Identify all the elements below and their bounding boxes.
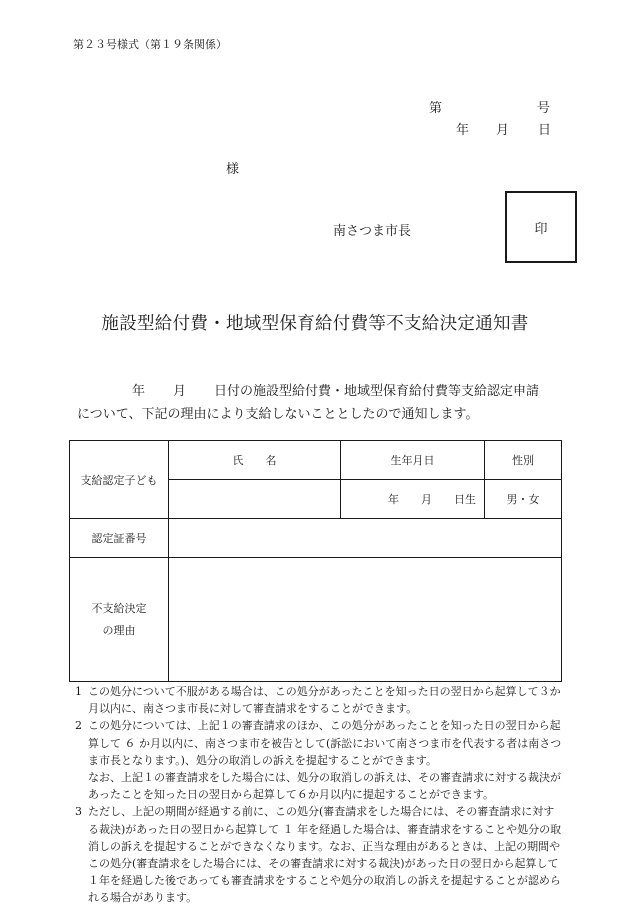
addressee-suffix: 様 [226,162,240,177]
note-text: ただし、上記の期間が経過する前に、この処分(審査請求をした場合には、その審査請求に対する裁決)があった日の翌日から起算して １ 年を経過した場合は、審査請求をすることや処分の取消しの訴えを提起することができなくなります。なお、正当な理由があるときは、上記の期間やこの処分(審査請求をした場合には、その審査請求に対する裁決)があった日の翌日から起算して１年を経過した後であっても審査請求をすることや処分の取消しの訴えを提起することが認められる場合があります。 [88,805,562,905]
sex-header: 性別 [512,454,534,467]
note-text: なお、上記１の審査請求をした場合には、処分の取消しの訴えは、その審査請求に対する裁決があったことを知った日の翌日から起算して６か月以内に提起することができます。 [88,771,561,802]
child-label: 支給認定子ども [80,473,158,487]
note-item [75,769,565,803]
issuer-name: 南さつま市長 [333,224,412,239]
document-number [429,97,551,116]
intro-year: 年 [132,384,146,399]
reason-value-cell[interactable] [169,558,562,682]
reason-label-line-2: の理由 [102,623,136,637]
form-number: 第２３号様式（第１９条関係） [73,38,227,51]
child-info-table [69,440,562,682]
reason-label-line-1: 不支給決定 [91,601,147,615]
name-header-cell [169,441,341,480]
sex-header-cell [485,441,562,480]
doc-date-day: 日 [538,123,552,138]
seal-box [505,191,577,263]
note-text: この処分については、上記１の審査請求のほか、この処分があったことを知った日の翌日から起算して ６ か月以内に、南さつま市を被告として(訴訟において南さつま市を代表する者は南さつま市長となります。)、処分の取消しの訴えを提起することができます。 [88,719,562,767]
notes-section [75,683,565,907]
cert-label: 認定証番号 [91,532,147,545]
doc-date-month: 月 [496,123,510,138]
intro-line-2: について、下記の理由により支給しないこととしたので通知します。 [77,407,479,422]
name-value-cell[interactable] [169,480,341,519]
birth-month: 月 [421,493,432,506]
intro-line-1 [132,380,562,399]
note-text: この処分について不服がある場合は、この処分があったことを知った日の翌日から起算して３か月以内に、南さつま市長に対して審査請求をすることができます。 [88,685,561,716]
birth-year: 年 [388,493,399,506]
sex-value-cell[interactable] [485,480,562,519]
note-number: 3 [75,805,82,819]
intro-month: 月 [173,384,187,399]
cert-value-cell[interactable] [169,519,562,558]
sex-options: 男・女 [506,493,540,506]
birth-day: 日生 [454,493,476,506]
name-header: 氏 名 [232,454,277,467]
note-item [75,683,565,717]
document-title: 施設型給付費・地域型保育給付費等不支給決定通知書 [101,314,529,334]
cert-label-cell [70,519,169,558]
note-number: 1 [75,685,82,698]
note-item [75,717,565,769]
document-date [456,119,556,138]
note-number: 2 [75,719,82,733]
birth-header-cell [341,441,485,480]
birth-header: 生年月日 [390,454,435,467]
doc-number-suffix: 号 [537,101,551,116]
note-item [75,803,565,906]
birth-value-cell[interactable] [341,480,485,519]
seal-label: 印 [534,221,548,237]
intro-day-text: 日付の施設型給付費・地域型保育給付費等支給認定申請 [214,384,540,399]
reason-label-cell [70,558,169,682]
doc-number-prefix: 第 [429,101,443,116]
child-label-cell [70,441,169,519]
doc-date-year: 年 [456,123,470,138]
